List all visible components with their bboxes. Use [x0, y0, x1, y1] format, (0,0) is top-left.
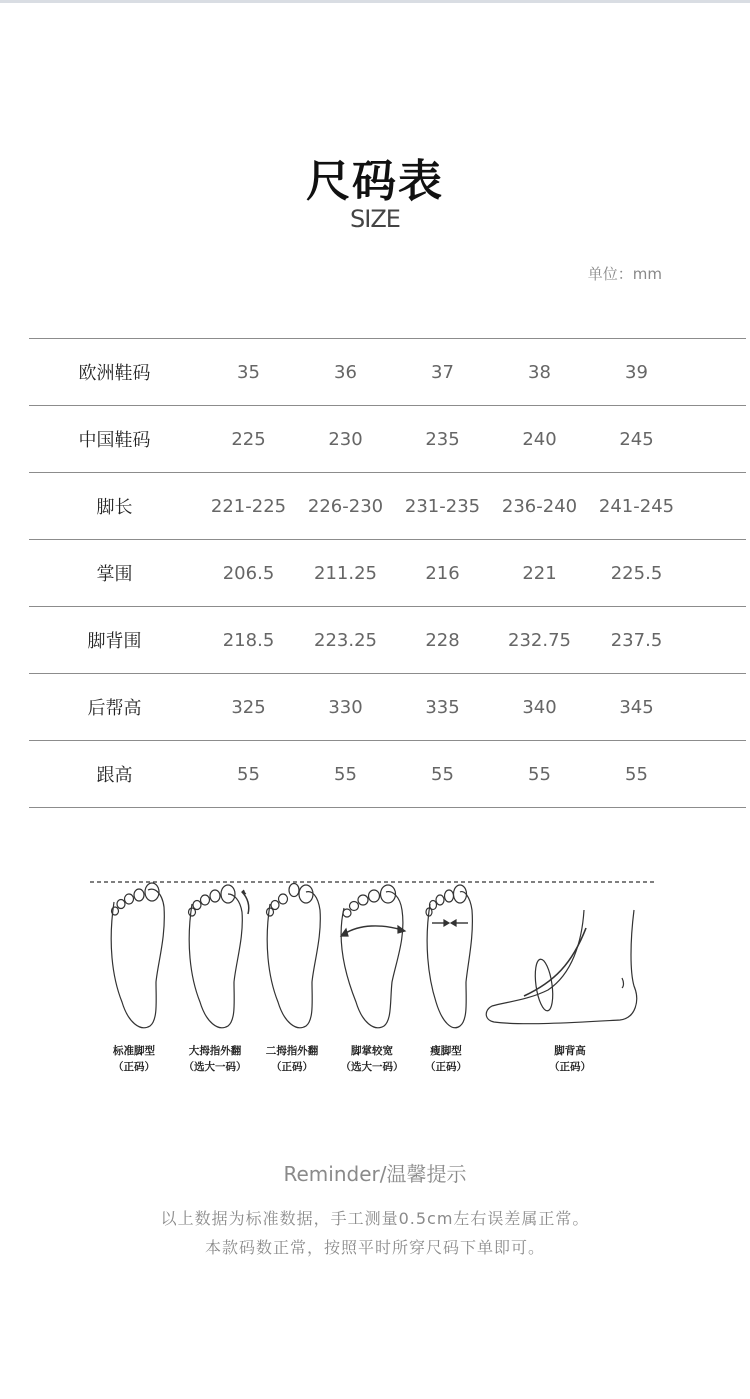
table-cell: 232.75	[491, 607, 588, 674]
foot-type-name: 标准脚型	[113, 1045, 155, 1057]
table-cell: 36	[297, 339, 394, 406]
table-spacer	[685, 741, 746, 808]
table-cell: 235	[394, 406, 491, 473]
table-row	[29, 406, 746, 473]
reminder-title: Reminder/温馨提示	[283, 1162, 467, 1186]
table-cell: 245	[588, 406, 685, 473]
foot-type-name: 二拇指外翻	[265, 1045, 319, 1057]
slim-foot-icon	[426, 885, 472, 1028]
foot-type-advice: （正码）	[549, 1061, 591, 1073]
table-cell: 228	[394, 607, 491, 674]
table-cell: 330	[297, 674, 394, 741]
table-cell: 216	[394, 540, 491, 607]
table-cell: 221-225	[200, 473, 297, 540]
foot-type-name: 大拇指外翻	[188, 1045, 242, 1057]
foot-type-name: 脚掌较宽	[351, 1045, 393, 1057]
table-row	[29, 741, 746, 808]
table-cell: 223.25	[297, 607, 394, 674]
table-cell: 225	[200, 406, 297, 473]
foot-type-advice: （选大一码）	[340, 1061, 404, 1073]
unit-label: 单位：mm	[587, 265, 662, 283]
table-spacer	[685, 406, 746, 473]
table-cell: 55	[297, 741, 394, 808]
table-spacer	[685, 339, 746, 406]
table-cell: 241-245	[588, 473, 685, 540]
table-cell: 55	[200, 741, 297, 808]
table-cell: 340	[491, 674, 588, 741]
table-cell: 218.5	[200, 607, 297, 674]
big-toe-valgus-foot-icon	[189, 885, 249, 1028]
table-cell: 231-235	[394, 473, 491, 540]
table-cell: 226-230	[297, 473, 394, 540]
foot-type-advice: （选大一码）	[183, 1061, 247, 1073]
table-row	[29, 339, 746, 406]
page-title: 尺码表	[306, 156, 444, 207]
second-toe-valgus-foot-icon	[267, 884, 321, 1028]
table-cell: 237.5	[588, 607, 685, 674]
row-label: 脚长	[29, 473, 200, 540]
table-cell: 236-240	[491, 473, 588, 540]
table-cell: 55	[491, 741, 588, 808]
foot-type-name: 脚背高	[554, 1045, 586, 1057]
table-row	[29, 540, 746, 607]
row-label: 跟高	[29, 741, 200, 808]
top-divider	[0, 0, 750, 3]
row-label: 中国鞋码	[29, 406, 200, 473]
table-cell: 55	[394, 741, 491, 808]
table-cell: 225.5	[588, 540, 685, 607]
table-cell: 39	[588, 339, 685, 406]
row-label: 后帮高	[29, 674, 200, 741]
table-cell: 325	[200, 674, 297, 741]
table-spacer	[685, 607, 746, 674]
foot-type-advice: （正码）	[113, 1061, 155, 1073]
page-subtitle: SIZE	[350, 205, 400, 233]
table-cell: 221	[491, 540, 588, 607]
foot-type-advice: （正码）	[271, 1061, 313, 1073]
row-label: 脚背围	[29, 607, 200, 674]
table-row	[29, 473, 746, 540]
table-spacer	[685, 674, 746, 741]
table-cell: 37	[394, 339, 491, 406]
row-label: 掌围	[29, 540, 200, 607]
high-instep-foot-icon	[486, 910, 636, 1024]
foot-type-name: 瘦脚型	[430, 1045, 462, 1057]
standard-foot-icon	[111, 883, 164, 1028]
wide-forefoot-icon	[341, 885, 405, 1028]
table-cell: 345	[588, 674, 685, 741]
table-cell: 206.5	[200, 540, 297, 607]
size-table	[29, 338, 746, 808]
reminder-text-line: 以上数据为标准数据，手工测量0.5cm左右误差属正常。	[160, 1209, 590, 1228]
table-spacer	[685, 473, 746, 540]
table-cell: 35	[200, 339, 297, 406]
table-cell: 230	[297, 406, 394, 473]
table-row	[29, 607, 746, 674]
table-cell: 38	[491, 339, 588, 406]
table-spacer	[685, 540, 746, 607]
table-cell: 335	[394, 674, 491, 741]
reminder-text-line: 本款码数正常，按照平时所穿尺码下单即可。	[204, 1238, 545, 1257]
table-cell: 211.25	[297, 540, 394, 607]
foot-type-advice: （正码）	[425, 1061, 467, 1073]
row-label: 欧洲鞋码	[29, 339, 200, 406]
table-cell: 240	[491, 406, 588, 473]
table-row	[29, 674, 746, 741]
foot-type-illustration	[84, 868, 664, 1083]
table-cell: 55	[588, 741, 685, 808]
